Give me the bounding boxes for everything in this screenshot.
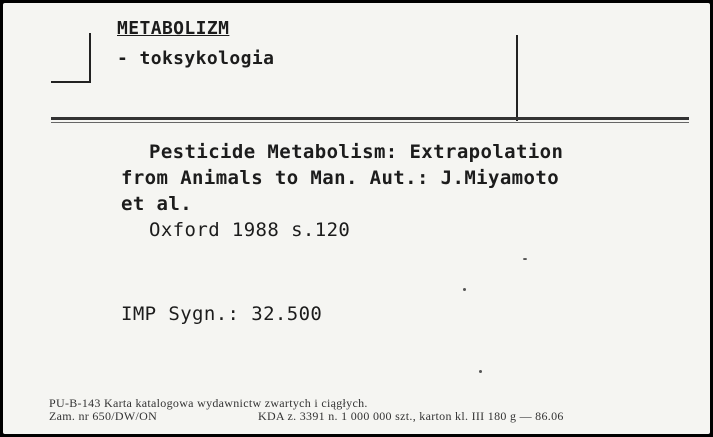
order-number: Zam. nr 650/DW/ON: [49, 409, 158, 423]
catalog-card: [3, 3, 710, 434]
header-divider: [516, 35, 518, 121]
subject-heading: METABOLIZM: [117, 18, 230, 39]
card-form-footer: PU-B-143 Karta katalogowa wydawnictw zwartych i ciągłych.: [49, 396, 368, 410]
header-rule-thin: [51, 122, 689, 123]
print-run-info: KDA z. 3391 n. 1 000 000 szt., karton kl. III 180 g — 86.06: [258, 409, 564, 423]
paper-speck: [463, 288, 466, 291]
call-number: IMP Sygn.: 32.500: [121, 303, 323, 325]
subject-subheading: - toksykologia: [117, 48, 275, 69]
corner-bracket-vertical: [89, 33, 91, 83]
publication-info: Oxford 1988 s.120: [149, 219, 351, 241]
description-line: et al.: [121, 193, 193, 215]
paper-speck: [523, 258, 527, 260]
description-line: Pesticide Metabolism: Extrapolation: [149, 141, 564, 163]
description-line: from Animals to Man. Aut.: J.Miyamoto: [121, 167, 560, 189]
corner-bracket-horizontal: [51, 81, 91, 83]
paper-speck: [479, 370, 482, 373]
header-rule: [51, 117, 689, 120]
